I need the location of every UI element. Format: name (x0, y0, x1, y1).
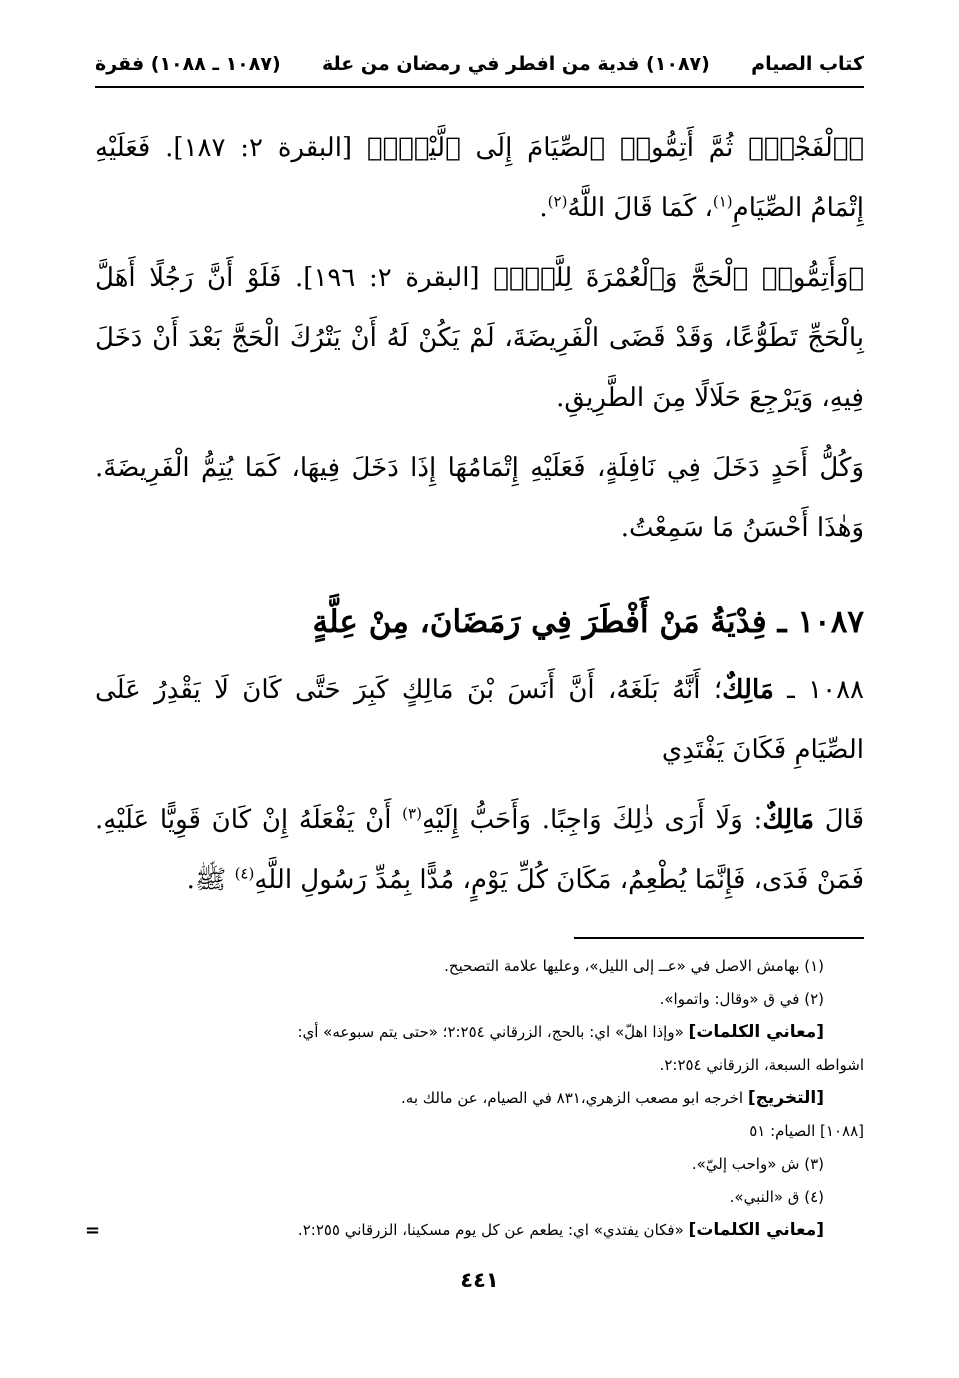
paragraph-2-text: [البقرة ٢: ١٩٦]. فَلَوْ أَنَّ رَجُلًا أَهَلَّ بِالْحَجِّ تَطَوُّعًا، وَقَدْ قَضَى الْفَرِيضَةَ، لَمْ يَكُنْ لَهُ أَنْ يَتْرُكَ الْحَجَّ بَعْدَ أَنْ دَخَلَ فِيهِ، وَيَرْجِعَ حَلَالًا مِنَ الطَّرِيقِ. (95, 263, 864, 413)
paragraph-4 (95, 660, 864, 780)
footnote-2: (٢) في ق «وقال: واتموا». (659, 990, 824, 1008)
paragraph-range: (١٠٨٧ ـ ١٠٨٨) فقرة (95, 53, 281, 75)
footnotes (85, 950, 864, 1247)
footnote-ref-4: (٤) (234, 864, 255, 883)
header-rule (95, 86, 864, 88)
vocabulary-note-1-continued: اشواطه السبعة، الزرقاني ٢:٢٥٤. (659, 1056, 864, 1074)
quran-verse: ٱلْفَجْرِۖ ثُمَّ أَتِمُّوا۟ ٱلصِّيَامَ إِلَى ٱلَّيْلِۚ (382, 133, 849, 163)
continuation-mark: = (85, 1220, 101, 1241)
quran-verse: وَأَتِمُّوا۟ ٱلْحَجَّ وَٱلْعُمْرَةَ لِلَّهِۚ (508, 263, 849, 293)
paragraph-5-lead: قَالَ (824, 805, 864, 835)
vocabulary-text: «فكان يفتدي» اي: يطعم عن كل يوم مسكينا، الزرقاني ٢:٢٥٥. (297, 1221, 689, 1239)
footnote-1: (١) بهامش الاصل في «عــ إلى الليل»، وعليها علامة التصحيح. (444, 957, 824, 975)
hadith-reference: [١٠٨٨] الصيام: ٥١ (749, 1122, 864, 1140)
paragraph-5-text-2: أَنْ يَفْعَلَهُ إِنْ كَانَ قَوِيًّا عَلَيْهِ. فَمَنْ فَدَى، فَإِنَّمَا يُطْعِمُ، مَكَانَ كُلِّ يَوْمٍ، مُدًّا بِمُدِّ رَسُولِ اللَّهِ (95, 805, 864, 895)
vocabulary-note-2 (85, 1214, 864, 1247)
quran-bracket-close: ﴾ (366, 133, 383, 163)
takhrij-note (95, 1082, 864, 1115)
paragraph-2 (95, 248, 864, 428)
takhrij-text: اخرجه ابو مصعب الزهري،٨٣١ في الصيام، عن مالك به. (401, 1089, 748, 1107)
footnote-ref-3: (٣) (402, 804, 422, 823)
takhrij-label: [التخريج] (747, 1088, 824, 1108)
book-title: كتاب الصيام (751, 53, 864, 75)
narrator-name: مَالِكٌ (722, 675, 774, 705)
paragraph-5 (95, 790, 864, 910)
quran-bracket-close: ﴾ (493, 263, 509, 293)
verse-citation: [البقرة ٢: ١٨٧]. فَعَلَيْهِ إِتْمَامُ الصِّيَامِ (95, 133, 864, 223)
hadith-number: ١٠٨٨ ـ (787, 675, 865, 705)
footnote-ref-2: (٢) (547, 192, 568, 211)
quran-bracket-open: ﴿ (848, 133, 864, 163)
footnote-ref-1: (١) (712, 192, 733, 211)
paragraph-1 (95, 118, 864, 238)
paragraph-1-end: . (539, 193, 548, 223)
paragraph-3: وَكُلُّ أَحَدٍ دَخَلَ فِي نَافِلَةٍ، فَعَلَيْهِ إِتْمَامُهَا إِذَا دَخَلَ فِيهَا، كَمَا يُتِمُّ الْفَرِيضَةَ. وَهٰذَا أَحْسَنُ مَا سَمِعْتُ. (95, 453, 864, 543)
paragraph-4-text: ؛ أَنَّهُ بَلَغَهُ، أَنَّ أَنَسَ بْنَ مَالِكٍ كَبِرَ حَتَّى كَانَ لَا يَقْدِرُ عَلَى الصِّيَامِ فَكَانَ يَفْتَدِي (95, 675, 864, 765)
chapter-title: (١٠٨٧) فدية من افطر في رمضان من علة (321, 53, 710, 75)
running-header (95, 44, 864, 84)
narrator-name: مَالِكٌ (762, 805, 814, 835)
vocabulary-label: [معاني الكلمات] (688, 1022, 824, 1042)
paragraph-1-text: ، كَمَا قَالَ اللَّهُ (567, 193, 713, 223)
salutation-glyph: ﷺ. (186, 865, 235, 895)
vocabulary-text: «وإذا اهلّ» اي: بالحج، الزرقاني ٢:٢٥٤؛ «حتى يتم سبوعه» أي: (297, 1023, 689, 1041)
page-number: ٤٤١ (460, 1268, 499, 1292)
paragraph-5-text-1: : وَلَا أَرَى ذٰلِكَ وَاجِبًا. وَأَحَبُّ إِلَيْهِ (421, 805, 763, 835)
footnote-rule (574, 937, 864, 939)
footnote-3: (٣) ش «واحب إليّ». (691, 1155, 824, 1173)
main-text (95, 118, 864, 920)
vocabulary-note-1 (95, 1016, 864, 1049)
footnote-4: (٤) ق «النبي». (729, 1188, 824, 1206)
quran-bracket-open: ﴿ (848, 263, 865, 293)
section-heading: ١٠٨٧ ـ فِدْيَةُ مَنْ أَفْطَرَ فِي رَمَضَانَ، مِنْ عِلَّةٍ (312, 604, 864, 640)
vocabulary-label: [معاني الكلمات] (688, 1220, 824, 1240)
